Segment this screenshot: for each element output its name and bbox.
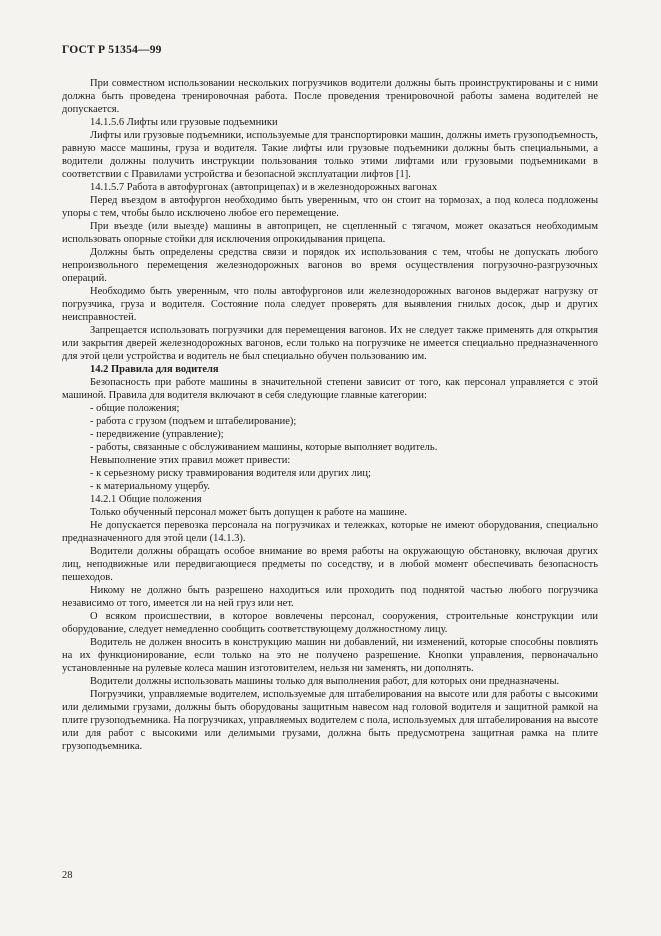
list-item: - работа с грузом (подъем и штабелирование);	[90, 416, 297, 427]
paragraph: При въезде (или выезде) машины в автоприцеп, не сцепленный с тягачом, может оказаться необходимым использовать опорные стойки для исключения опрокидывания прицепа.	[62, 221, 598, 245]
page-number: 28	[62, 870, 73, 881]
paragraph: 14.2.1 Общие положения	[90, 494, 202, 505]
paragraph: Погрузчики, управляемые водителем, используемые для штабелирования на высоте или для работы с высокими или делимыми грузами, должны быть оборудованы защитным навесом над головой водителя и защитной рамкой на плите грузоподъемника. На погрузчиках, управляемых водителем с пола, используемых для штабелирования на высоте или для работ с высокими или делимыми грузами, должна быть предусмотрена защитная рамка на плите грузоподъемника.	[62, 689, 598, 752]
section-title: 14.2 Правила для водителя	[90, 364, 219, 375]
list-item: - общие положения;	[90, 403, 180, 414]
paragraph: Необходимо быть уверенным, что полы автофургонов или железнодорожных вагонов выдержат нагрузку от погрузчика, груза и водителя. Состояние пола следует проверять для выявления гнилых досок, дыр и других неисправностей.	[62, 286, 598, 323]
paragraph: Лифты или грузовые подъемники, используемые для транспортировки машин, должны иметь грузоподъемность, равную массе машины, груза и водителя. Такие лифты или грузовые подъемники должны быть специальными, а водители должны получить инструкции пользования только этими лифтами или грузовыми подъемниками в соответствии с Правилами устройства и безопасной эксплуатации лифтов [1].	[62, 130, 598, 180]
paragraph: Только обученный персонал может быть допущен к работе на машине.	[90, 507, 407, 518]
paragraph: Водители должны обращать особое внимание во время работы на окружающую обстановку, включая других лиц, неподвижные или передвигающиеся предметы по соседству, и в любой момент обеспечивать безопасность пешеходов.	[62, 546, 598, 583]
list-item: - передвижение (управление);	[90, 429, 224, 440]
list-item: - к серьезному риску травмирования водителя или других лиц;	[90, 468, 371, 479]
paragraph: Водитель не должен вносить в конструкцию машин ни добавлений, ни изменений, которые способны повлиять на их функционирование, если только на это не получено разрешение. Кнопки управления, первоначально установленные на рулевые колеса машин изготовителем, нельзя ни заменять, ни дополнять.	[62, 637, 598, 674]
list-item: - к материальному ущербу.	[90, 481, 210, 492]
paragraph: Никому не должно быть разрешено находиться или проходить под поднятой частью любого погрузчика независимо от того, имеется ли на ней груз или нет.	[62, 585, 598, 609]
paragraph: При совместном использовании нескольких погрузчиков водители должны быть проинструктированы и с ними должна быть проведена тренировочная работа. После проведения тренировочной работы замена водителей не допускается.	[62, 78, 598, 115]
list-item: - работы, связанные с обслуживанием машины, которые выполняет водитель.	[90, 442, 438, 453]
paragraph: Безопасность при работе машины в значительной степени зависит от того, как персонал управляется с этой машиной. Правила для водителя включают в себя следующие главные категории:	[62, 377, 598, 401]
paragraph: Не допускается перевозка персонала на погрузчиках и тележках, которые не имеют оборудования, специально предназначенного для этой цели (14.1.3).	[62, 520, 598, 544]
paragraph: Водители должны использовать машины только для выполнения работ, для которых они предназначены.	[90, 676, 560, 687]
paragraph: Должны быть определены средства связи и порядок их использования с тем, чтобы не допускать любого непроизвольного перемещения железнодорожных вагонов во время осуществления погрузочно-разгрузочных операций.	[62, 247, 598, 284]
paragraph: 14.1.5.7 Работа в автофургонах (автоприцепах) и в железнодорожных вагонах	[90, 182, 438, 193]
document-header: ГОСТ Р 51354—99	[62, 44, 162, 56]
paragraph: 14.1.5.6 Лифты или грузовые подъемники	[90, 117, 278, 128]
paragraph: Перед въездом в автофургон необходимо быть уверенным, что он стоит на тормозах, а под колеса подложены упоры с тем, чтобы было исключено любое его перемещение.	[62, 195, 598, 219]
document-body	[62, 77, 598, 753]
paragraph: Запрещается использовать погрузчики для перемещения вагонов. Их не следует также применять для открытия или закрытия дверей железнодорожных вагонов, если только на погрузчике не имеется специально предназначенного для этой цели устройства и водитель не был специально обучен пользованию им.	[62, 325, 598, 362]
paragraph: Невыполнение этих правил может привести:	[90, 455, 291, 466]
paragraph: О всяком происшествии, в которое вовлечены персонал, сооружения, строительные конструкции или оборудование, следует немедленно сообщить соответствующему должностному лицу.	[62, 611, 598, 635]
